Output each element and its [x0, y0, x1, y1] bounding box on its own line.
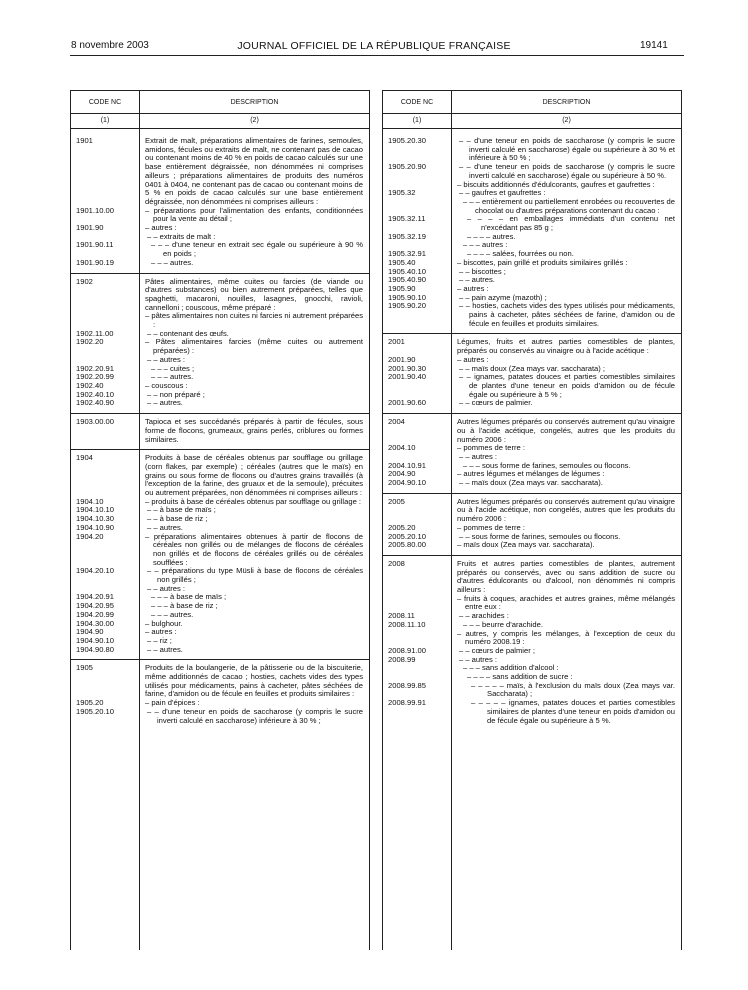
nc-description: – – – d'une teneur en extrait sec égale ou supérieure à 90 % en poids ; [151, 240, 363, 259]
nc-code: 2001 [388, 337, 405, 347]
nc-description: Produits de la boulangerie, de la pâtisserie ou de la biscuiterie, même additionnés de cacao ; hosties, cachets vides des types utilisés pour médicaments, pains à cacheter, pâtes séchées de farine, d'amidon ou de fécule en feuilles et produits similaires : [145, 663, 363, 699]
table-row [71, 356, 369, 365]
table-row-group [71, 133, 369, 274]
nc-description: – – – autres. [151, 609, 194, 619]
nc-code: 2008.11 [388, 611, 415, 621]
nc-description: Fruits et autres parties comestibles de plantes, autrement préparés ou conservés, avec ou sans addition de sucre ou d'autres édulcorants ou d'alcool, non dénommés ni compris ailleurs : [457, 558, 675, 595]
nc-code: 1905.32.11 [388, 214, 426, 224]
table-row [71, 207, 369, 224]
nc-code: 2005.80.00 [388, 540, 427, 550]
nc-description: – – – autres. [151, 257, 194, 267]
nc-description: – – d'une teneur en poids de saccharose (y compris le sucre inverti calculé en saccharose) égale ou supérieure à 30 % et inférieure à 50 % ; [459, 136, 675, 163]
nc-code: 1902.11.00 [76, 328, 114, 338]
nc-description: – – autres. [147, 522, 183, 532]
nc-code: 1905.90 [388, 283, 416, 293]
nc-description: – – biscottes ; [459, 266, 506, 276]
table-row [383, 541, 681, 550]
nc-code: 1905.32.19 [388, 231, 427, 241]
nc-code: 1904.10 [76, 496, 104, 506]
table-row-group [383, 334, 681, 414]
nc-description: – – autres. [147, 398, 183, 408]
nc-description: – – – autres : [463, 240, 508, 250]
nc-code: 1904.20.99 [76, 609, 115, 619]
table-row [71, 664, 369, 699]
nc-description: – autres, y compris les mélanges, à l'exception de ceux du numéro 2008.19 : [457, 628, 675, 647]
nc-description: – – – à base de maïs ; [151, 592, 227, 602]
nc-description: Produits à base de céréales obtenus par soufflage ou grillage (corn flakes, par exemple) ; céréales (autres que le maïs) en grains ou sous forme de flocons ou d'autres grains travaillés (à l'exception de la farine, des gruaux et de la semoule), précuites ou autrement préparées, non dénommées ni comprises ailleurs : [145, 453, 363, 498]
table-row [71, 620, 369, 629]
nc-description: – pommes de terre : [457, 443, 525, 453]
nc-description: – – – – sans addition de sucre : [467, 672, 573, 682]
nc-description: – – cœurs de palmier ; [459, 645, 535, 655]
nc-code: 2004.10 [388, 443, 416, 453]
table-row [71, 391, 369, 400]
nc-code: 1905.32.91 [388, 249, 427, 259]
table-row [383, 373, 681, 399]
table-row [383, 560, 681, 595]
nc-code: 2005.20.10 [388, 531, 427, 541]
table-row [71, 338, 369, 355]
nc-code: 2001.90.30 [388, 363, 427, 373]
nc-code: 1905.20.90 [388, 162, 427, 172]
nc-description: Tapioca et ses succédanés préparés à partir de fécules, sous forme de flocons, grumeaux, grains perlés, criblures ou formes similaires. [145, 417, 363, 444]
nc-code: 1902.20.91 [76, 363, 115, 373]
nc-code: 1902.40 [76, 380, 104, 390]
nc-code: 2005.20 [388, 522, 416, 532]
nc-code: 2004.90.10 [388, 478, 427, 488]
table-row [71, 312, 369, 329]
nc-description: – – – à base de riz ; [151, 601, 218, 611]
col-desc-number: (2) [250, 117, 259, 124]
nc-description: – – arachides : [459, 611, 509, 621]
nc-description: – – autres : [147, 583, 185, 593]
nc-code: 1902.40.90 [76, 398, 115, 408]
nc-code: 2004 [388, 417, 405, 427]
nc-code: 1901.90.11 [76, 240, 114, 250]
nc-code: 1902.40.10 [76, 389, 115, 399]
nc-code: 2001.90.60 [388, 398, 427, 408]
nc-description: – – pain azyme (mazoth) ; [459, 292, 547, 302]
table-row [71, 241, 369, 258]
nc-description: – maïs doux (Zea mays var. saccharata). [457, 540, 595, 550]
nc-description: – autres : [457, 283, 489, 293]
nc-code: 2008.91.00 [388, 645, 427, 655]
nc-code: 1905.40.10 [388, 266, 427, 276]
nc-code: 1905.32 [388, 188, 416, 198]
nc-code: 2004.90 [388, 469, 416, 479]
nc-code: 1905.90.10 [388, 292, 427, 302]
nc-code: 1904.20.10 [76, 566, 115, 576]
nc-description: – – cœurs de palmier. [459, 398, 533, 408]
nc-description: – – autres : [459, 451, 497, 461]
table-header-row [71, 91, 369, 114]
table-row [383, 444, 681, 453]
table-row [71, 637, 369, 646]
col-code-number: (1) [100, 117, 110, 124]
nc-description: Légumes, fruits et autres parties comestibles de plantes, préparés ou conservés au vinaigre ou à l'acide acétique : [457, 337, 675, 356]
nc-description: – Pâtes alimentaires farcies (même cuites ou autrement préparées) : [145, 337, 363, 356]
nc-description: – – préparations du type Müsli à base de flocons de céréales non grillés ; [147, 566, 363, 585]
nc-description: – autres : [457, 354, 489, 364]
nc-description: – – d'une teneur en poids de saccharose (y compris le sucre inverti calculé en saccharose) égale ou supérieure à 50 %. [459, 162, 675, 180]
nc-description: – – – – – maïs, à l'exclusion du maïs doux (Zea mays var. Saccharata) ; [471, 680, 675, 699]
nc-description: – – à base de maïs ; [147, 505, 216, 515]
table-row [383, 498, 681, 524]
col-code-header: CODE NC [88, 98, 122, 106]
nc-description: – – maïs doux (Zea mays var. saccharata) ; [459, 363, 606, 373]
nc-code: 2008.11.10 [388, 619, 426, 629]
col-desc-header: DESCRIPTION [230, 98, 279, 106]
nc-code: 1904.90.80 [76, 644, 115, 654]
nc-description: – – – autres. [151, 372, 194, 382]
nc-code: 1902.20.99 [76, 372, 115, 382]
header-rule [70, 55, 684, 56]
nc-description: – – – beurre d'arachide. [463, 619, 543, 629]
table-row [71, 259, 369, 268]
nc-code: 1905 [76, 663, 93, 673]
table-row [383, 647, 681, 656]
nc-description: – – contenant des œufs. [147, 328, 229, 338]
table-row [383, 630, 681, 647]
nc-description: – – autres : [147, 354, 185, 364]
nc-code: 1904.90 [76, 627, 104, 637]
table-row-group [71, 450, 369, 660]
nc-code: 1904.90.10 [76, 635, 115, 645]
nc-description: – pommes de terre : [457, 522, 525, 532]
nc-description: – préparations pour l'alimentation des enfants, conditionnées pour la vente au détail ; [145, 205, 363, 224]
table-number-row [71, 113, 369, 129]
nc-code: 2001.90 [388, 354, 416, 364]
table-row [71, 602, 369, 611]
nc-description: – – – – autres. [467, 231, 516, 241]
nc-description: – bulghour. [145, 618, 183, 628]
table-row [71, 399, 369, 408]
table-row-group [383, 414, 681, 494]
nc-description: – – à base de riz ; [147, 514, 208, 524]
nc-code [383, 664, 451, 673]
nc-code [383, 198, 451, 215]
nc-code: 1904.10.30 [76, 514, 115, 524]
nc-code: 1904.10.10 [76, 505, 115, 515]
nc-code: 1904.30.00 [76, 618, 115, 628]
nc-description: – – d'une teneur en poids de saccharose (y compris le sucre inverti calculé en saccharose) inférieure à 30 % ; [147, 706, 363, 725]
nc-description: – biscuits additionnés d'édulcorants, gaufres et gaufrettes : [457, 179, 655, 189]
nc-description: – – – – en emballages immédiats d'un contenu net n'excédant pas 85 g ; [467, 214, 675, 233]
table-row [71, 593, 369, 602]
nc-description: – – hosties, cachets vides des types utilisés pour médicaments, pains à cacheter, pâtes séchées de farine, d'amidon ou de fécule en feuilles et produits similaires. [459, 301, 675, 328]
nc-description: – – riz ; [147, 635, 172, 645]
nc-description: – pain d'épices : [145, 698, 200, 708]
nc-code [383, 595, 451, 612]
table-number-row [383, 113, 681, 129]
table-row [383, 215, 681, 232]
nc-description: – autres légumes et mélanges de légumes : [457, 469, 605, 479]
nc-description: – autres : [145, 627, 177, 637]
table-row-group [71, 414, 369, 450]
table-row [383, 595, 681, 612]
col-code-header: CODE NC [400, 98, 434, 106]
table-row [383, 268, 681, 277]
table-row [383, 479, 681, 488]
table-row [71, 454, 369, 498]
nc-description: – biscottes, pain grillé et produits similaires grillés : [457, 257, 628, 267]
nc-code: 1904.20.95 [76, 601, 115, 611]
table-row [71, 533, 369, 568]
header-page-number: 19141 [640, 40, 668, 51]
nc-code: 1905.20 [76, 698, 104, 708]
table-row [383, 682, 681, 699]
nc-code: 1901 [76, 136, 93, 145]
table-row [383, 198, 681, 215]
nc-description: – – extraits de malt : [147, 231, 216, 241]
nc-code: 2008.99.85 [388, 680, 427, 690]
nc-code: 1902 [76, 276, 93, 286]
nc-description: – – gaufres et gaufrettes : [459, 188, 546, 198]
col-code-number: (1) [412, 117, 422, 124]
nc-description: – – – – salées, fourrées ou non. [467, 249, 574, 259]
nc-code: 1901.90.19 [76, 257, 115, 267]
nc-code: 1902.20 [76, 337, 104, 347]
nc-code: 1905.40.90 [388, 275, 427, 285]
table-row [71, 498, 369, 507]
nc-code: 2005 [388, 496, 405, 506]
nc-description: – – – entièrement ou partiellement enrobées ou recouvertes de chocolat ou d'autres préparations contenant du cacao : [463, 196, 675, 215]
table-row-group [383, 556, 681, 730]
nc-description: Autres légumes préparés ou conservés autrement qu'au vinaigre ou à l'acide acétique, non congelés, autres que les produits du numéro 2006 : [457, 496, 675, 524]
nc-code: 2008 [388, 558, 405, 568]
nc-description: – – – – – ignames, patates douces et parties comestibles similaires de plantes d'une teneur en poids d'amidon ou de fécule égale ou supérieure à 5 %. [471, 698, 675, 725]
left-table [70, 90, 370, 950]
nc-description: – – – sous forme de farines, semoules ou flocons. [463, 460, 631, 470]
nc-code: 1905.20.10 [76, 706, 115, 716]
nc-code: 1905.90.20 [388, 301, 427, 311]
table-row [71, 708, 369, 725]
table-row [71, 567, 369, 584]
table-row [383, 233, 681, 242]
table-row [71, 365, 369, 374]
nc-code: 2004.10.91 [388, 460, 427, 470]
table-row [383, 338, 681, 355]
table-header-row [383, 91, 681, 114]
nc-description: – pâtes alimentaires non cuites ni farcies ni autrement préparées : [145, 311, 363, 330]
nc-code: 1901.10.00 [76, 205, 115, 215]
table-row [71, 646, 369, 655]
nc-description: – – – cuites ; [151, 363, 195, 373]
col-desc-header: DESCRIPTION [542, 98, 591, 106]
table-row [71, 137, 369, 207]
table-row [383, 276, 681, 285]
table-row [383, 302, 681, 328]
nc-code: 2001.90.40 [388, 372, 427, 382]
nc-code: 1903.00.00 [76, 417, 115, 427]
table-row-group [71, 660, 369, 730]
table-row [71, 224, 369, 233]
nc-description: – autres : [145, 223, 177, 233]
table-row-group [71, 274, 369, 415]
right-table-body [383, 133, 681, 730]
nc-code: 2008.99 [388, 654, 416, 664]
nc-code [383, 630, 451, 647]
table-row [71, 373, 369, 382]
table-row-group [383, 133, 681, 334]
nc-description: – couscous : [145, 380, 188, 390]
table-row [71, 418, 369, 444]
nc-code: 1904.20 [76, 531, 104, 541]
table-row [383, 259, 681, 268]
nc-description: – fruits à coques, arachides et autres graines, même mélangés entre eux : [457, 593, 675, 612]
table-row [383, 399, 681, 408]
nc-description: – – non préparé ; [147, 389, 205, 399]
nc-description: – – sous forme de farines, semoules ou flocons. [459, 531, 621, 541]
nc-code: 1904.20.91 [76, 592, 115, 602]
table-row-group [383, 494, 681, 556]
nc-description: – – autres : [459, 654, 497, 664]
nc-code: 1905.40 [388, 257, 416, 267]
nc-description: – préparations alimentaires obtenues à partir de flocons de céréales non grillés ou de mélanges de flocons de céréales non grillés et de flocons de céréales grillés ou de céréales soufflées : [145, 531, 363, 567]
table-row [71, 506, 369, 515]
table-row [71, 382, 369, 391]
nc-description: – – – sans addition d'alcool : [463, 663, 559, 673]
nc-code: 1904.10.90 [76, 522, 115, 532]
nc-description: – – autres. [459, 275, 495, 285]
nc-code: 2008.99.91 [388, 698, 427, 708]
table-row [383, 163, 681, 180]
col-desc-number: (2) [562, 117, 571, 124]
nc-code: 1904 [76, 453, 93, 463]
right-table [382, 90, 682, 950]
left-table-body [71, 133, 369, 730]
nc-code: 1901.90 [76, 223, 104, 233]
nc-description: – – maïs doux (Zea mays var. saccharata). [459, 478, 603, 488]
nc-description: Autres légumes préparés ou conservés autrement qu'au vinaigre ou à l'acide acétique, congelés, autres que les produits du numéro 2006 : [457, 417, 675, 444]
table-row [383, 137, 681, 163]
table-row [71, 515, 369, 524]
nc-code: 1905.20.30 [388, 136, 427, 145]
table-row [71, 628, 369, 637]
table-row [383, 418, 681, 444]
nc-description: – produits à base de céréales obtenus par soufflage ou grillage : [145, 496, 362, 506]
table-row [71, 278, 369, 313]
table-row [71, 611, 369, 620]
header-title: JOURNAL OFFICIEL DE LA RÉPUBLIQUE FRANÇAISE [237, 40, 511, 52]
nc-code [71, 312, 139, 329]
header-date: 8 novembre 2003 [71, 40, 149, 51]
nc-description: – – autres. [147, 644, 183, 654]
nc-description: – – ignames, patates douces et parties comestibles similaires de plantes d'une teneur en poids d'amidon ou de fécule égale ou supérieure à 5 % ; [459, 372, 675, 399]
nc-description: Extrait de malt, préparations alimentaires de farines, semoules, amidons, fécules ou extraits de malt, ne contenant pas de cacao ou contenant moins de 40 % en poids de cacao calculés sur une base entièrement dégraissée, non dénommées ni comprises ailleurs ; préparations alimentaires de produits des numéros 0401 à 0404, ne contenant pas de cacao ou contenant moins de 5 % en poids de cacao calculés sur une base entièrement dégraissée, non dénommées ni comprises ailleurs : [145, 136, 363, 206]
table-row [383, 699, 681, 725]
nc-description: Pâtes alimentaires, même cuites ou farcies (de viande ou d'autres substances) ou bien autrement préparées, telles que spaghetti, macaroni, nouilles, lasagnes, gnocchi, ravioli, cannelloni ; couscous, même préparé : [145, 276, 363, 312]
